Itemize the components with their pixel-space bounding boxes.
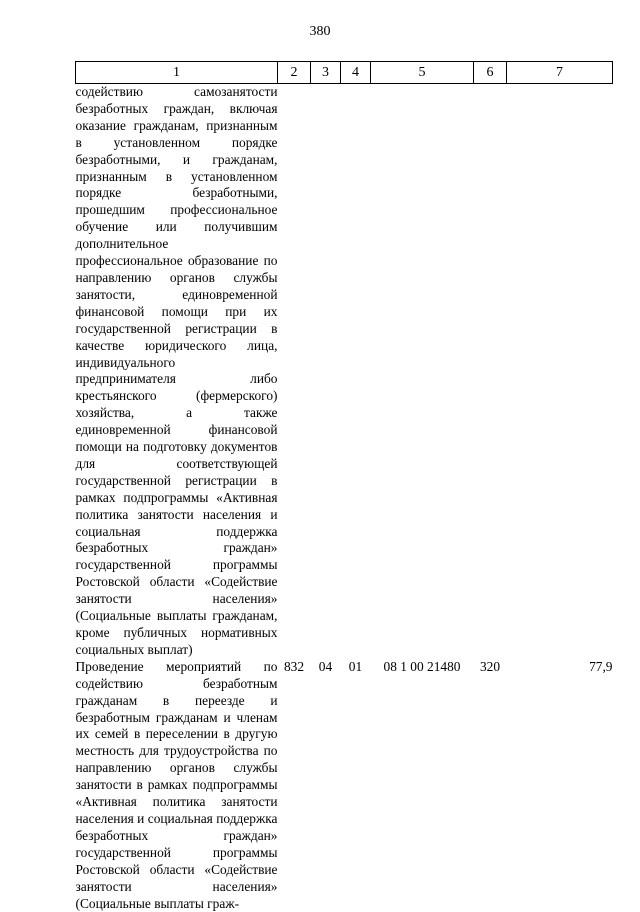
row-target-article (371, 84, 474, 659)
row-ministry-code: 832 (283, 658, 305, 674)
header-col-5: 5 (371, 62, 474, 84)
row-section-code (311, 84, 341, 659)
row-description: содействию самозанятости безработных граждан, включая оказание гражданам, признанным в установленном порядке безработными, и гражданам, признанным в установленном порядке безработными, прошедшим профессиональное обучение или получившим дополнительное профессиональное образование по направлению органов службы занятости, единовременной финансовой помощи при их государственной регистрации в качестве юридического лица, индивидуального предпринимателя либо крестьянского (фермерского) хозяйства, а также единовременной финансовой помощи на подготовку документов для соответствующей государственной регистрации в рамках подпрограммы «Активная политика занятости населения и социальная поддержка безработных граждан» государственной программы Ростовской области «Содействие занятости населения» (Социальные выплаты гражданам, кроме публичных нормативных социальных выплат) (75, 84, 278, 657)
row-amount: 77,9 (589, 658, 613, 674)
row-subsection-code (341, 84, 371, 659)
header-col-4: 4 (341, 62, 371, 84)
row-section-code: 04 (318, 658, 333, 674)
row-expense-type: 320 (479, 658, 501, 674)
table-header-row (76, 62, 613, 84)
row-description: Проведение мероприятий по содействию безработным гражданам в переезде и безработным гражданам и членам их семей в переселении в другую местность для трудоустройства по направлению органов службы занятости в рамках подпрограммы «Активная политика занятости населения и социальная поддержка безработных граждан» государственной программы Ростовской области «Содействие занятости населения» (Социальные выплаты граж- (75, 658, 278, 911)
table-row (76, 84, 613, 659)
row-subsection-code: 01 (348, 658, 363, 674)
header-col-2: 2 (278, 62, 311, 84)
header-col-6: 6 (474, 62, 507, 84)
header-col-3: 3 (311, 62, 341, 84)
page-number: 380 (309, 24, 331, 39)
header-col-7: 7 (507, 62, 613, 84)
header-col-1: 1 (76, 62, 278, 84)
row-amount (507, 84, 613, 659)
budget-table (75, 61, 613, 912)
row-ministry-code (278, 84, 311, 659)
row-expense-type (474, 84, 507, 659)
table-row (76, 659, 613, 912)
row-target-article: 08 1 00 21480 (383, 658, 461, 674)
